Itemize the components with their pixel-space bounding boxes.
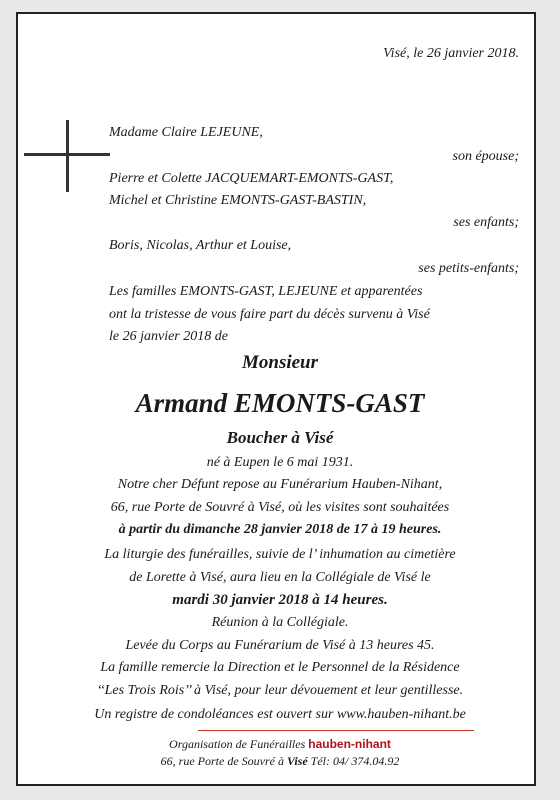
brand-logo: hauben-nihant xyxy=(308,737,391,751)
thanks-line-1: La famille remercie la Direction et le Personnel de la Résidence xyxy=(100,660,460,675)
liturgy-line-2: de Lorette à Visé, aura lieu en la Collégiale de Visé le xyxy=(129,570,431,585)
visit-hours: à partir du dimanche 28 janvier 2018 de 17 à 19 heures. xyxy=(118,522,442,537)
rest-line-2: 66, rue Porte de Souvré à Visé, où les visites sont souhaitées xyxy=(110,500,450,515)
spouse-role: son épouse; xyxy=(452,149,519,164)
org-label: Organisation de Funérailles xyxy=(169,737,306,751)
families: Les familles EMONTS-GAST, LEJEUNE et apparentées xyxy=(109,284,423,299)
footer-address xyxy=(0,754,560,769)
child-1: Pierre et Colette JACQUEMART-EMONTS-GAST, xyxy=(109,171,394,186)
place-date: Visé, le 26 janvier 2018. xyxy=(383,46,519,61)
spouse-name: Madame Claire LEJEUNE, xyxy=(109,125,263,140)
address-city: Visé xyxy=(286,754,308,768)
grandchildren-role: ses petits-enfants; xyxy=(418,261,519,276)
footer-divider xyxy=(198,730,474,731)
rest-line-1: Notre cher Défunt repose au Funérarium Hauben-Nihant, xyxy=(117,477,443,492)
funeral-date: mardi 30 janvier 2018 à 14 heures. xyxy=(172,592,388,608)
death-date: le 26 janvier 2018 de xyxy=(109,329,228,344)
levee-info: Levée du Corps au Funérarium de Visé à 13 heures 45. xyxy=(125,638,435,653)
deceased-title: Monsieur xyxy=(241,352,319,373)
footer-organisation xyxy=(0,737,560,752)
deceased-name: Armand EMONTS-GAST xyxy=(135,388,425,418)
deceased-profession: Boucher à Visé xyxy=(226,428,334,447)
thanks-line-2: ‘‘Les Trois Rois’’ à Visé, pour leur dévouement et leur gentillesse. xyxy=(96,683,464,698)
child-2: Michel et Christine EMONTS-GAST-BASTIN, xyxy=(109,193,367,208)
condolence-register: Un registre de condoléances est ouvert sur www.hauben-nihant.be xyxy=(94,707,466,722)
cross-icon xyxy=(66,120,69,192)
meeting-info: Réunion à la Collégiale. xyxy=(211,615,349,630)
children-role: ses enfants; xyxy=(453,215,519,230)
address: 66, rue Porte de Souvré à xyxy=(160,754,284,768)
phone: Tél: 04/ 374.04.92 xyxy=(310,754,400,768)
liturgy-line-1: La liturgie des funérailles, suivie de l’ inhumation au cimetière xyxy=(104,547,456,562)
announcement: ont la tristesse de vous faire part du décès survenu à Visé xyxy=(109,307,430,322)
cross-icon-bar xyxy=(24,153,110,156)
birth-info: né à Eupen le 6 mai 1931. xyxy=(206,455,354,470)
grandchildren: Boris, Nicolas, Arthur et Louise, xyxy=(109,238,292,253)
